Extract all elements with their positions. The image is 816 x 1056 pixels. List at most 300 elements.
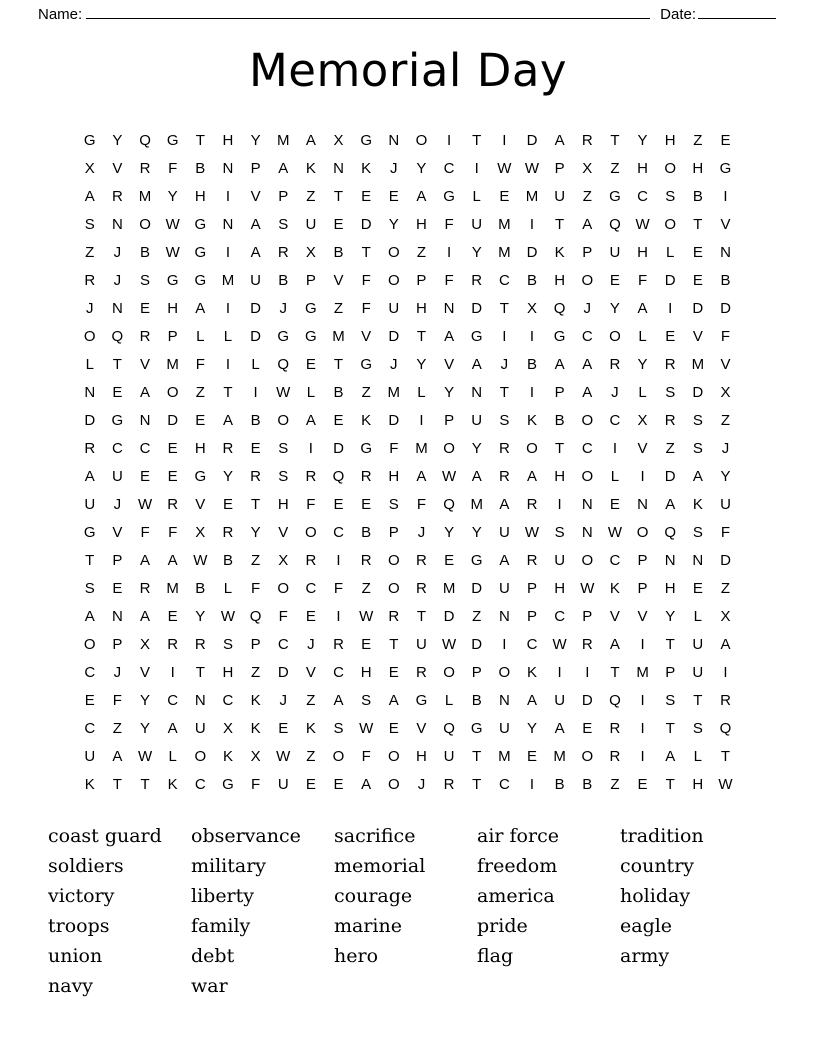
grid-cell[interactable]: T [555,439,565,457]
grid-cell[interactable]: J [583,299,592,317]
grid-cell[interactable]: T [112,355,123,373]
grid-cell[interactable]: A [471,467,483,485]
grid-cell[interactable]: R [139,579,151,597]
grid-cell[interactable]: C [222,691,234,709]
grid-cell[interactable]: R [609,719,621,737]
grid-cell[interactable]: R [581,635,594,653]
grid-cell[interactable]: U [471,411,483,429]
grid-cell[interactable]: E [140,467,151,485]
name-write-line[interactable] [86,6,650,19]
grid-cell[interactable]: S [222,635,234,653]
word-list-item[interactable]: war [191,974,228,997]
grid-cell[interactable]: S [692,411,704,429]
grid-cell[interactable]: G [194,271,207,289]
grid-cell[interactable]: S [554,523,566,541]
grid-cell[interactable]: Z [610,775,620,793]
grid-cell[interactable]: D [167,411,179,429]
grid-cell[interactable]: A [84,607,96,625]
grid-cell[interactable]: Y [222,467,234,485]
grid-cell[interactable]: C [333,523,345,541]
grid-cell[interactable]: E [250,439,262,457]
grid-cell[interactable]: O [387,579,401,597]
word-list-item[interactable]: soldiers [48,854,124,877]
grid-cell[interactable]: A [665,747,676,765]
grid-cell[interactable]: O [166,383,179,401]
grid-cell[interactable]: A [305,411,317,429]
grid-cell[interactable]: V [720,355,731,373]
grid-cell[interactable]: R [360,467,373,485]
grid-cell[interactable]: Z [333,299,344,317]
grid-cell[interactable]: J [307,635,316,653]
grid-cell[interactable]: E [333,411,345,429]
grid-cell[interactable]: I [640,691,646,709]
grid-cell[interactable]: N [84,383,96,401]
grid-cell[interactable]: J [279,691,288,709]
grid-cell[interactable]: M [498,215,512,233]
grid-cell[interactable]: V [444,355,455,373]
grid-cell[interactable]: Y [444,523,455,541]
grid-cell[interactable]: R [416,551,428,569]
grid-cell[interactable]: O [387,243,401,261]
grid-cell[interactable]: I [723,187,729,205]
grid-cell[interactable]: C [581,439,594,457]
grid-cell[interactable]: H [388,467,400,485]
grid-cell[interactable]: R [609,355,621,373]
grid-cell[interactable]: A [112,747,123,765]
grid-cell[interactable]: E [333,495,345,513]
grid-cell[interactable]: O [332,747,345,765]
grid-cell[interactable]: H [416,215,428,233]
grid-cell[interactable]: A [167,551,179,569]
grid-cell[interactable]: U [692,663,704,681]
grid-cell[interactable]: Y [609,299,621,317]
grid-cell[interactable]: K [609,579,621,597]
grid-cell[interactable]: E [278,719,289,737]
grid-cell[interactable]: M [138,187,152,205]
grid-cell[interactable]: F [720,523,731,541]
grid-cell[interactable]: Q [277,355,290,373]
grid-cell[interactable]: R [664,411,677,429]
grid-cell[interactable]: W [524,159,540,177]
grid-cell[interactable]: R [581,131,594,149]
grid-cell[interactable]: B [195,159,206,177]
grid-cell[interactable]: D [692,299,704,317]
grid-cell[interactable]: D [526,243,538,261]
grid-cell[interactable]: B [250,411,262,429]
grid-cell[interactable]: N [581,523,594,541]
grid-cell[interactable]: W [165,243,181,261]
grid-cell[interactable]: N [194,691,207,709]
grid-cell[interactable]: Z [85,243,95,261]
grid-cell[interactable]: I [225,187,231,205]
grid-cell[interactable]: H [222,131,234,149]
grid-cell[interactable]: O [387,747,401,765]
grid-cell[interactable]: Z [582,187,593,205]
grid-cell[interactable]: G [360,439,373,457]
grid-cell[interactable]: V [637,607,649,625]
grid-cell[interactable]: O [83,635,97,653]
grid-cell[interactable]: T [693,215,703,233]
grid-cell[interactable]: R [167,495,179,513]
grid-cell[interactable]: H [554,467,566,485]
grid-cell[interactable]: G [470,719,484,737]
grid-cell[interactable]: I [308,439,314,457]
grid-cell[interactable]: R [720,691,732,709]
grid-cell[interactable]: B [582,775,593,793]
grid-cell[interactable]: Z [195,383,206,401]
grid-cell[interactable]: B [526,355,538,373]
grid-cell[interactable]: E [388,719,400,737]
grid-cell[interactable]: F [306,495,316,513]
grid-cell[interactable]: E [167,439,179,457]
grid-cell[interactable]: O [194,747,207,765]
grid-cell[interactable]: A [554,131,566,149]
grid-cell[interactable]: J [721,439,730,457]
grid-cell[interactable]: M [525,187,539,205]
grid-cell[interactable]: R [139,159,151,177]
grid-cell[interactable]: M [553,747,567,765]
grid-cell[interactable]: G [111,411,124,429]
grid-cell[interactable]: M [415,439,429,457]
grid-cell[interactable]: P [112,551,123,569]
grid-cell[interactable]: J [417,523,426,541]
grid-cell[interactable]: X [84,159,96,177]
grid-cell[interactable]: Y [416,159,427,177]
grid-cell[interactable]: S [388,495,400,513]
grid-cell[interactable]: K [250,691,262,709]
grid-cell[interactable]: F [444,271,455,289]
grid-cell[interactable]: S [278,215,289,233]
grid-cell[interactable]: T [665,775,676,793]
grid-cell[interactable]: L [638,383,648,401]
grid-cell[interactable]: B [361,523,372,541]
grid-cell[interactable]: L [417,383,427,401]
grid-cell[interactable]: T [223,383,234,401]
grid-cell[interactable]: A [222,411,234,429]
grid-cell[interactable]: W [635,215,651,233]
grid-cell[interactable]: T [251,495,261,513]
grid-cell[interactable]: S [84,579,96,597]
grid-cell[interactable]: S [665,383,676,401]
word-list-item[interactable]: military [191,854,267,877]
grid-cell[interactable]: E [609,271,621,289]
grid-cell[interactable]: I [474,159,480,177]
grid-cell[interactable]: I [253,383,259,401]
grid-cell[interactable]: I [529,775,535,793]
grid-cell[interactable]: W [524,523,540,541]
grid-cell[interactable]: N [692,551,704,569]
grid-cell[interactable]: Y [140,719,151,737]
grid-cell[interactable]: G [360,355,373,373]
word-list-item[interactable]: holiday [620,884,691,907]
grid-cell[interactable]: J [113,243,122,261]
grid-cell[interactable]: J [417,775,426,793]
grid-cell[interactable]: V [720,215,731,233]
grid-cell[interactable]: J [390,159,399,177]
grid-cell[interactable]: A [195,299,206,317]
grid-cell[interactable]: W [276,747,291,765]
grid-cell[interactable]: Y [637,131,649,149]
grid-cell[interactable]: O [83,327,97,345]
grid-cell[interactable]: C [526,635,538,653]
grid-cell[interactable]: B [222,551,234,569]
grid-cell[interactable]: I [529,383,535,401]
grid-cell[interactable]: R [277,243,290,261]
grid-cell[interactable]: L [168,747,178,765]
grid-cell[interactable]: E [692,579,704,597]
grid-cell[interactable]: G [305,299,318,317]
grid-cell[interactable]: D [581,691,594,709]
grid-cell[interactable]: P [526,579,538,597]
grid-cell[interactable]: T [472,131,482,149]
grid-cell[interactable]: P [278,187,289,205]
grid-cell[interactable]: K [167,775,179,793]
grid-cell[interactable]: Y [195,607,206,625]
grid-cell[interactable]: E [582,719,593,737]
grid-cell[interactable]: B [333,383,345,401]
grid-cell[interactable]: Q [553,299,566,317]
grid-cell[interactable]: H [554,579,566,597]
grid-cell[interactable]: Z [720,579,731,597]
grid-cell[interactable]: J [390,355,399,373]
grid-cell[interactable]: X [582,159,593,177]
grid-cell[interactable]: U [471,215,483,233]
grid-cell[interactable]: T [472,747,482,765]
grid-cell[interactable]: A [526,691,538,709]
grid-cell[interactable]: A [305,131,317,149]
grid-cell[interactable]: E [526,747,538,765]
grid-cell[interactable]: P [471,663,483,681]
grid-cell[interactable]: Z [610,159,620,177]
grid-cell[interactable]: B [720,271,731,289]
grid-cell[interactable]: X [278,551,289,569]
grid-cell[interactable]: M [166,579,180,597]
grid-cell[interactable]: G [194,215,207,233]
grid-cell[interactable]: C [84,663,96,681]
word-list-item[interactable]: memorial [334,854,426,877]
grid-cell[interactable]: N [581,495,594,513]
grid-cell[interactable]: Y [112,131,123,149]
grid-cell[interactable]: O [443,439,456,457]
grid-cell[interactable]: H [554,271,566,289]
grid-cell[interactable]: N [111,607,124,625]
grid-cell[interactable]: I [668,299,673,317]
grid-cell[interactable]: K [554,243,566,261]
grid-cell[interactable]: G [194,243,207,261]
grid-cell[interactable]: I [502,131,507,149]
grid-cell[interactable]: E [499,187,510,205]
grid-cell[interactable]: L [693,607,703,625]
grid-cell[interactable]: V [278,523,289,541]
grid-cell[interactable]: M [470,495,484,513]
grid-cell[interactable]: O [498,663,511,681]
grid-cell[interactable]: W [359,719,374,737]
grid-cell[interactable]: G [83,131,97,149]
grid-cell[interactable]: M [387,383,401,401]
grid-cell[interactable]: W [193,551,208,569]
word-list-item[interactable]: troops [48,914,110,937]
grid-cell[interactable]: H [222,663,234,681]
grid-cell[interactable]: J [500,355,509,373]
grid-cell[interactable]: Y [140,691,151,709]
grid-cell[interactable]: O [664,215,677,233]
grid-cell[interactable]: C [443,159,455,177]
grid-cell[interactable]: A [250,243,262,261]
grid-cell[interactable]: E [609,495,621,513]
grid-cell[interactable]: A [692,467,704,485]
grid-cell[interactable]: I [419,411,425,429]
grid-cell[interactable]: E [140,299,151,317]
grid-cell[interactable]: T [416,607,427,625]
word-list-item[interactable]: union [48,944,103,967]
grid-cell[interactable]: B [278,271,289,289]
grid-cell[interactable]: W [165,215,181,233]
grid-cell[interactable]: A [499,495,510,513]
grid-cell[interactable]: Z [665,439,676,457]
grid-cell[interactable]: P [554,383,566,401]
grid-cell[interactable]: W [580,579,595,597]
grid-cell[interactable]: S [84,215,96,233]
grid-cell[interactable]: T [720,747,731,765]
grid-cell[interactable]: G [166,271,179,289]
grid-cell[interactable]: D [471,299,483,317]
grid-cell[interactable]: P [665,663,676,681]
grid-cell[interactable]: N [388,131,400,149]
grid-cell[interactable]: R [416,663,428,681]
grid-cell[interactable]: E [637,775,649,793]
grid-cell[interactable]: M [636,663,650,681]
grid-cell[interactable]: T [499,383,510,401]
word-list-item[interactable]: freedom [477,854,558,877]
word-list-item[interactable]: tradition [620,824,704,847]
grid-cell[interactable]: M [221,271,235,289]
grid-cell[interactable]: X [140,635,151,653]
grid-cell[interactable]: N [139,411,151,429]
grid-cell[interactable]: P [388,523,400,541]
grid-cell[interactable]: K [250,719,262,737]
grid-cell[interactable]: U [84,495,96,513]
word-list-item[interactable]: courage [334,884,413,907]
grid-cell[interactable]: O [277,411,290,429]
grid-cell[interactable]: O [305,523,318,541]
grid-cell[interactable]: K [692,495,704,513]
grid-cell[interactable]: G [194,467,207,485]
grid-cell[interactable]: C [637,187,649,205]
grid-cell[interactable]: O [415,131,428,149]
grid-cell[interactable]: E [361,635,372,653]
grid-cell[interactable]: F [251,775,261,793]
grid-cell[interactable]: E [388,663,400,681]
grid-cell[interactable]: C [498,775,511,793]
grid-cell[interactable]: U [720,495,732,513]
grid-cell[interactable]: A [499,551,510,569]
grid-cell[interactable]: Z [416,243,427,261]
grid-cell[interactable]: V [140,663,151,681]
grid-cell[interactable]: Y [471,439,483,457]
grid-cell[interactable]: I [446,243,452,261]
grid-cell[interactable]: H [194,439,207,457]
grid-cell[interactable]: B [140,243,151,261]
grid-cell[interactable]: O [387,271,401,289]
grid-cell[interactable]: T [112,775,123,793]
word-list-item[interactable]: country [620,854,695,877]
grid-cell[interactable]: H [416,299,428,317]
grid-cell[interactable]: A [167,719,179,737]
grid-cell[interactable]: E [167,467,179,485]
grid-cell[interactable]: S [278,467,289,485]
grid-cell[interactable]: S [692,719,704,737]
grid-cell[interactable]: N [333,159,345,177]
grid-cell[interactable]: F [389,439,399,457]
grid-cell[interactable]: I [557,663,563,681]
grid-cell[interactable]: I [502,635,507,653]
grid-cell[interactable]: L [472,187,482,205]
grid-cell[interactable]: K [305,719,317,737]
grid-cell[interactable]: F [361,299,372,317]
grid-cell[interactable]: G [719,159,732,177]
grid-cell[interactable]: R [609,747,621,765]
grid-cell[interactable]: A [582,215,593,233]
grid-cell[interactable]: L [610,467,620,485]
grid-cell[interactable]: G [83,523,97,541]
grid-cell[interactable]: E [305,775,317,793]
grid-cell[interactable]: Z [251,551,261,569]
grid-cell[interactable]: D [720,551,732,569]
grid-cell[interactable]: U [305,215,317,233]
word-list-item[interactable]: america [477,884,555,907]
grid-cell[interactable]: U [250,271,262,289]
grid-cell[interactable]: M [691,355,705,373]
grid-cell[interactable]: H [637,159,649,177]
grid-cell[interactable]: U [388,299,400,317]
grid-cell[interactable]: E [305,607,317,625]
grid-cell[interactable]: D [388,327,400,345]
grid-cell[interactable]: V [361,327,372,345]
grid-cell[interactable]: P [582,607,593,625]
grid-cell[interactable]: E [361,187,372,205]
grid-cell[interactable]: F [251,579,261,597]
grid-cell[interactable]: Z [361,383,372,401]
grid-cell[interactable]: C [305,579,317,597]
grid-cell[interactable]: S [665,691,676,709]
grid-cell[interactable]: T [195,131,206,149]
grid-cell[interactable]: V [112,523,123,541]
grid-cell[interactable]: W [718,775,734,793]
grid-cell[interactable]: Q [609,691,622,709]
grid-cell[interactable]: V [333,271,345,289]
grid-cell[interactable]: R [84,439,96,457]
grid-cell[interactable]: I [170,663,176,681]
grid-cell[interactable]: O [664,159,677,177]
grid-cell[interactable]: P [416,271,427,289]
grid-cell[interactable]: X [195,523,206,541]
grid-cell[interactable]: N [222,215,234,233]
grid-cell[interactable]: F [168,159,178,177]
grid-cell[interactable]: V [692,327,704,345]
grid-cell[interactable]: X [333,131,345,149]
grid-cell[interactable]: S [692,523,704,541]
grid-cell[interactable]: P [167,327,179,345]
grid-cell[interactable]: H [277,495,290,513]
grid-cell[interactable]: U [498,719,511,737]
grid-cell[interactable]: E [333,215,345,233]
word-list-item[interactable]: flag [477,944,514,967]
grid-cell[interactable]: F [720,327,731,345]
grid-cell[interactable]: F [637,271,648,289]
grid-cell[interactable]: T [665,719,676,737]
grid-cell[interactable]: Q [249,607,262,625]
word-list-item[interactable]: coast guard [48,824,162,847]
